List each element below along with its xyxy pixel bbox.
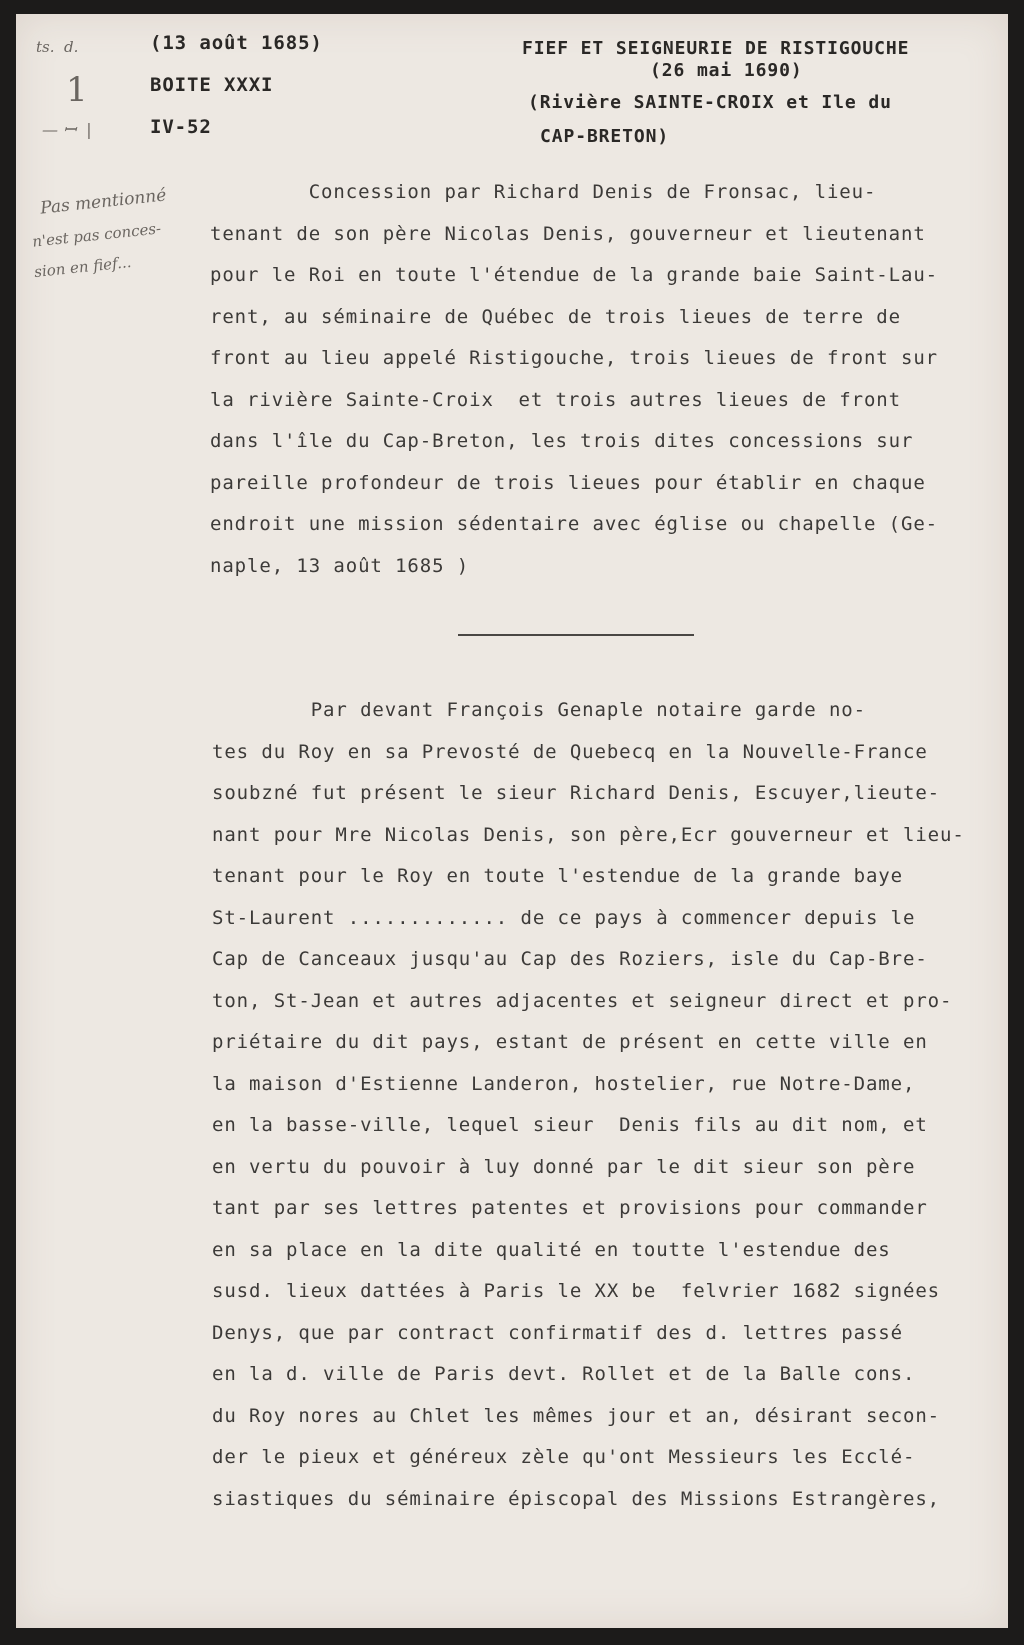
deed-line: en la basse-ville, lequel sieur Denis fils au dit nom, et: [212, 1114, 928, 1136]
summary-line: endroit une mission sédentaire avec église ou chapelle (Ge-: [210, 513, 938, 535]
summary-line: pareille profondeur de trois lieues pour établir en chaque: [210, 471, 926, 494]
header-ref: IV-52: [150, 116, 212, 138]
deed-line: en vertu du pouvoir à luy donné par le dit sieur son père: [212, 1155, 916, 1178]
summary-line: rent, au séminaire de Québec de trois lieues de terre de: [210, 305, 901, 328]
document-places-line1: (Rivière SAINTE-CROIX et Ile du: [528, 92, 892, 113]
deed-line: Cap de Canceaux jusqu'au Cap des Roziers, isle du Cap-Bre-: [212, 948, 928, 970]
deed-line: nant pour Mre Nicolas Denis, son père,Ecr gouverneur et lieu-: [212, 823, 965, 846]
header-box: BOITE XXXI: [150, 74, 274, 96]
margin-note-line1: Pas mentionné: [39, 185, 168, 219]
summary-line: front au lieu appelé Ristigouche, trois lieues de front sur: [210, 347, 938, 369]
margin-note-dash: — ꟷ |: [42, 120, 92, 139]
summary-line: Concession par Richard Denis de Fronsac, lieu-: [210, 181, 877, 203]
deed-line: priétaire du dit pays, estant de présent en cette ville en: [212, 1031, 928, 1053]
deed-line: St-Laurent ............. de ce pays à commencer depuis le: [212, 906, 916, 929]
deed-line: en la d. ville de Paris devt. Rollet et de la Balle cons.: [212, 1363, 916, 1385]
deed-line: siastiques du séminaire épiscopal des Missions Estrangères,: [212, 1487, 940, 1510]
deed-line: tant par ses lettres patentes et provisions pour commander: [212, 1197, 928, 1219]
deed-line: der le pieux et généreux zèle qu'ont Messieurs les Ecclé-: [212, 1446, 916, 1468]
deed-line: du Roy nores au Chlet les mêmes jour et an, désirant secon-: [212, 1404, 940, 1427]
margin-note-line3: sion en fief...: [33, 252, 133, 282]
deed-line: Denys, que par contract confirmatif des d. lettres passé: [212, 1321, 903, 1344]
deed-line: soubzné fut présent le sieur Richard Denis, Escuyer,lieute-: [212, 782, 940, 804]
margin-note-line2: n'est pas conces-: [31, 219, 162, 251]
summary-line: dans l'île du Cap-Breton, les trois dites concessions sur: [210, 430, 914, 452]
summary-line: tenant de son père Nicolas Denis, gouverneur et lieutenant: [210, 222, 926, 245]
document-places-line2: CAP-BRETON): [540, 126, 670, 147]
margin-note-top: ts. d.: [36, 38, 79, 56]
deed-line: tenant pour le Roy en toute l'estendue de la grande baye: [212, 865, 903, 887]
deed-line: en sa place en la dite qualité en toutte l'estendue des: [212, 1238, 891, 1261]
document-title: FIEF ET SEIGNEURIE DE RISTIGOUCHE: [522, 38, 910, 59]
header-date: (13 août 1685): [150, 32, 323, 54]
summary-line: naple, 13 août 1685 ): [210, 554, 470, 577]
deed-paragraph: [212, 690, 965, 1520]
document-page: [16, 14, 1008, 1628]
deed-line: tes du Roy en sa Prevosté de Quebecq en la Nouvelle-France: [212, 740, 928, 763]
summary-line: pour le Roi en toute l'étendue de la grande baie Saint-Lau-: [210, 264, 938, 286]
deed-line: susd. lieux dattées à Paris le XX be felvrier 1682 signées: [212, 1280, 940, 1302]
deed-line: la maison d'Estienne Landeron, hostelier, rue Notre-Dame,: [212, 1072, 916, 1095]
summary-line: la rivière Sainte-Croix et trois autres lieues de front: [210, 388, 901, 411]
margin-note-number: 1: [66, 70, 88, 110]
document-date: (26 mai 1690): [650, 60, 803, 81]
separator-line: [458, 634, 694, 636]
deed-line: ton, St-Jean et autres adjacentes et seigneur direct et pro-: [212, 989, 953, 1012]
deed-line: Par devant François Genaple notaire garde no-: [212, 699, 866, 721]
summary-paragraph: [210, 172, 938, 587]
